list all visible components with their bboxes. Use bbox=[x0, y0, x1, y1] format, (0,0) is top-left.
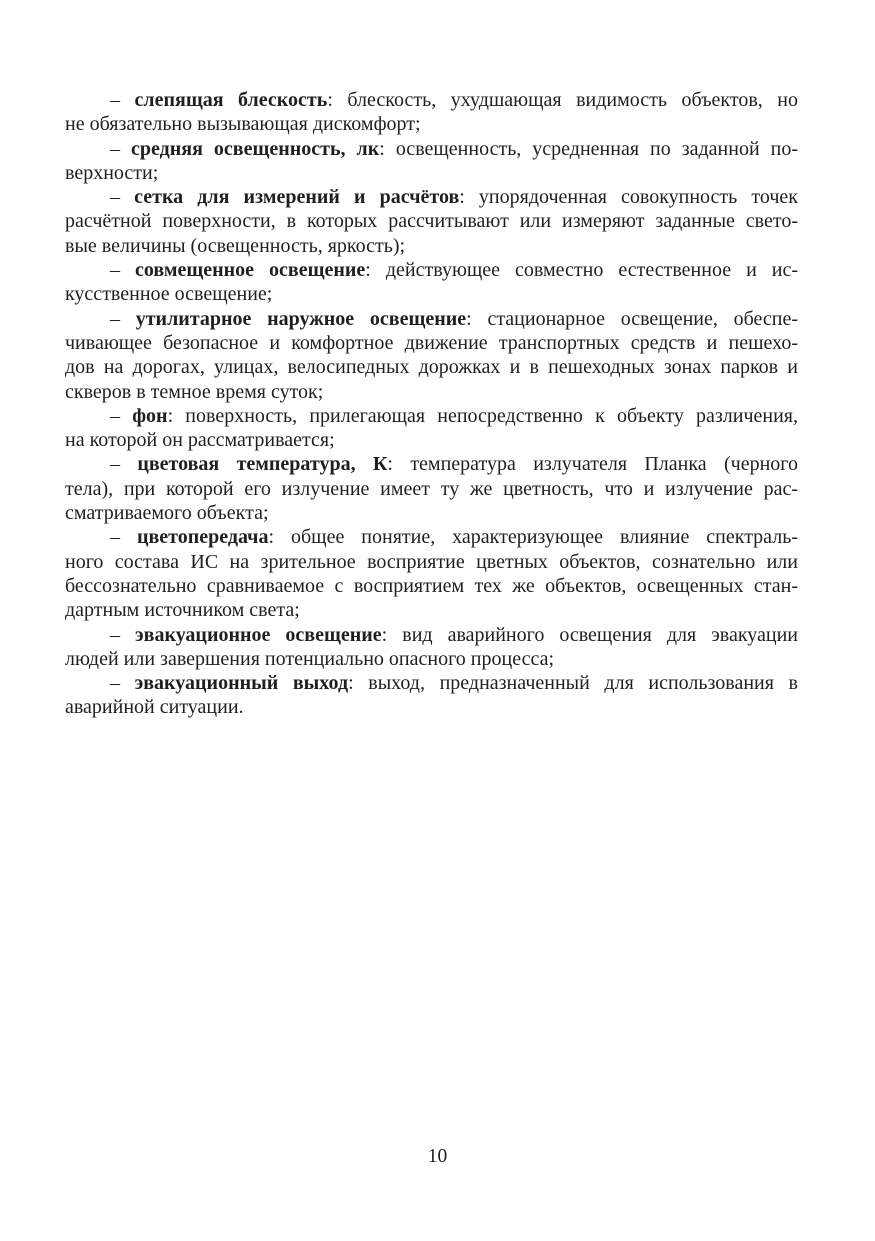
definition-text: – bbox=[110, 623, 136, 646]
definition-text: на которой он рассматривается; bbox=[65, 429, 335, 452]
definition-term-line bbox=[65, 404, 798, 428]
definition-text: кусственное освещение; bbox=[65, 283, 273, 306]
definition-text: – bbox=[110, 404, 133, 427]
definition-term-line bbox=[65, 137, 798, 161]
definition-text: – bbox=[110, 186, 135, 209]
term-text: совмещенное освещение bbox=[135, 259, 366, 282]
definition-text: – bbox=[110, 307, 136, 330]
term-text: эвакуационный выход bbox=[134, 672, 349, 695]
definition-line bbox=[65, 161, 798, 185]
definition-text: верхности; bbox=[65, 161, 159, 184]
definition-text: чивающее безопасное и комфортное движение транспортных средств и пешехо- bbox=[65, 331, 798, 354]
definition-text: : температура излучателя Планка (черного bbox=[387, 453, 798, 476]
definition-text: скверов в темное время суток; bbox=[65, 380, 324, 403]
definition-text: ного состава ИС на зрительное восприятие цветных объектов, сознательно или bbox=[65, 550, 798, 573]
definitions-list bbox=[65, 88, 798, 720]
definition-text: – bbox=[110, 137, 131, 160]
definition-text: сматриваемого объекта; bbox=[65, 502, 269, 525]
term-text: цветопередача bbox=[136, 526, 269, 549]
definition-line bbox=[65, 647, 798, 671]
term-text: эвакуационное освещение bbox=[135, 623, 382, 646]
definition-term-line bbox=[65, 185, 798, 209]
definition-line bbox=[65, 380, 798, 404]
definition-line bbox=[65, 112, 798, 136]
definition-text: : освещенность, усредненная по заданной по- bbox=[379, 137, 799, 160]
definition-text: : действующее совместно естественное и ис- bbox=[365, 259, 799, 282]
term-text: цветовая температура, К bbox=[137, 453, 388, 476]
definition-text: расчётной поверхности, в которых рассчитывают или измеряют заданные свето- bbox=[65, 210, 798, 233]
definition-text: : выход, предназначенный для использования в bbox=[348, 672, 798, 695]
definition-line bbox=[65, 428, 798, 452]
definition-term-line bbox=[65, 88, 798, 112]
definition-term-line bbox=[65, 307, 798, 331]
definition-line bbox=[65, 355, 798, 379]
definition-text: бессознательно сравниваемое с восприятием тех же объектов, освещенных стан- bbox=[65, 574, 798, 597]
definition-line bbox=[65, 501, 798, 525]
definition-text: не обязательно вызывающая дискомфорт; bbox=[65, 113, 421, 136]
page-number: 10 bbox=[427, 1146, 448, 1167]
definition-line bbox=[65, 550, 798, 574]
definition-line bbox=[65, 331, 798, 355]
definition-text: – bbox=[110, 672, 135, 695]
definition-term-line bbox=[65, 525, 798, 549]
definition-text: – bbox=[110, 526, 137, 549]
definition-line bbox=[65, 282, 798, 306]
definition-text: : вид аварийного освещения для эвакуации bbox=[381, 623, 798, 646]
definition-term-line bbox=[65, 258, 798, 282]
definition-text: дартным источником света; bbox=[65, 599, 300, 622]
term-text: сетка для измерений и расчётов bbox=[134, 186, 460, 209]
definition-text: : стационарное освещение, обеспе- bbox=[466, 307, 798, 330]
term-text: средняя освещенность, лк bbox=[131, 137, 380, 160]
definition-text: тела), при которой его излучение имеет ту же цветность, что и излучение рас- bbox=[65, 477, 798, 500]
term-text: слепящая блескость bbox=[134, 89, 328, 111]
definition-text: – bbox=[110, 453, 138, 476]
definition-text: : поверхность, прилегающая непосредственно к объекту различения, bbox=[167, 404, 799, 427]
definition-text: : блескость, ухудшающая видимость объектов, но bbox=[327, 89, 799, 111]
definition-text: людей или завершения потенциально опасного процесса; bbox=[65, 647, 555, 670]
definition-line bbox=[65, 695, 798, 719]
definition-term-line bbox=[65, 623, 798, 647]
definition-line bbox=[65, 209, 798, 233]
definition-text: аварийной ситуации. bbox=[65, 696, 244, 719]
definition-term-line bbox=[65, 452, 798, 476]
definition-text: : общее понятие, характеризующее влияние спектраль- bbox=[268, 526, 798, 549]
definition-text: дов на дорогах, улицах, велосипедных дорожках и в пешеходных зонах парков и bbox=[65, 356, 798, 379]
definition-line bbox=[65, 574, 798, 598]
definition-line bbox=[65, 598, 798, 622]
definition-line bbox=[65, 234, 798, 258]
definition-text: вые величины (освещенность, яркость); bbox=[65, 234, 406, 257]
definition-line bbox=[65, 477, 798, 501]
term-text: утилитарное наружное освещение bbox=[135, 307, 467, 330]
definition-text: : упорядоченная совокупность точек bbox=[459, 186, 799, 209]
term-text: фон bbox=[132, 404, 168, 427]
definition-text: – bbox=[110, 89, 135, 111]
definition-term-line bbox=[65, 671, 798, 695]
definition-text: – bbox=[110, 259, 135, 282]
